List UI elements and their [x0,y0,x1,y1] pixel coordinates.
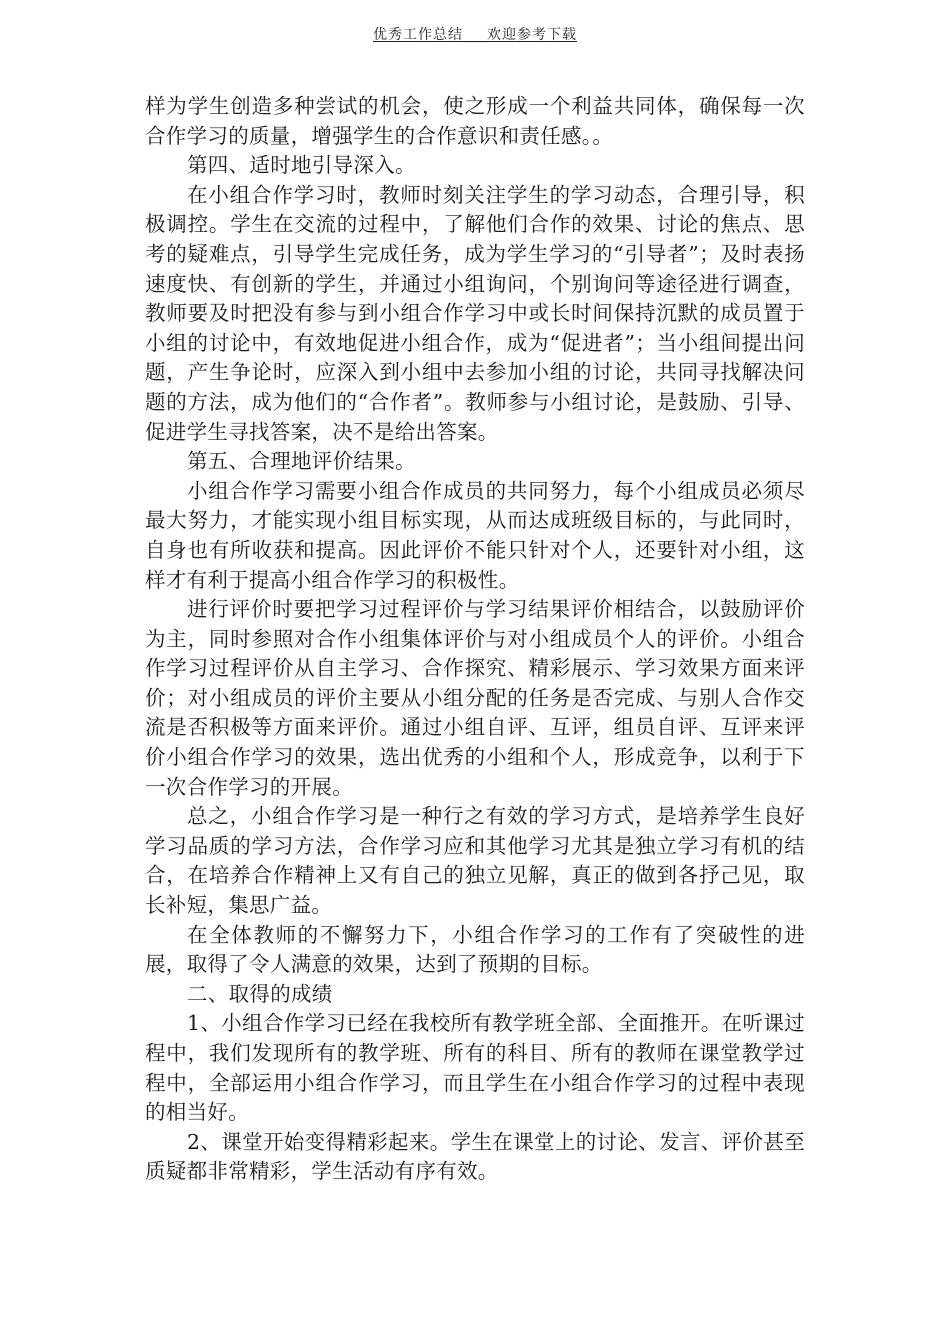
paragraph-evaluation: 小组合作学习需要小组合作成员的共同努力，每个小组成员必须尽最大努力，才能实现小组目标实现，从而达成班级目标的，与此同时，自身也有所收获和提高。因此评价不能只针对个人，还要针对小组，这样才有利于提高小组合作学习的积极性。 [145,478,805,592]
page-header [0,24,950,44]
paragraph-progress: 在全体教师的不懈努力下，小组合作学习的工作有了突破性的进展，取得了令人满意的效果，达到了预期的目标。 [145,922,805,977]
header-text: 优秀工作总结___欢迎参考下载 [373,27,577,43]
paragraph-guidance: 在小组合作学习时，教师时刻关注学生的学习动态，合理引导，积极调控。学生在交流的过程中，了解他们合作的效果、讨论的焦点、思考的疑难点，引导学生完成任务，成为学生学习的“引导者”；及时表扬速度快、有创新的学生，并通过小组询问，个别询问等途径进行调查，教师要及时把没有参与到小组合作学习中或长时间保持沉默的成员置于小组的讨论中，有效地促进小组合作，成为“促进者”；当小组间提出问题，产生争论时，应深入到小组中去参加小组的讨论，共同寻找解决问题的方法，成为他们的“合作者”。教师参与小组讨论，是鼓励、引导、促进学生寻找答案，决不是给出答案。 [145,182,805,444]
paragraph-achievement-2: 2、课堂开始变得精彩起来。学生在课堂上的讨论、发言、评价甚至质疑都非常精彩，学生活动有序有效。 [145,1129,805,1184]
section-heading-four: 第四、适时地引导深入。 [187,153,416,178]
paragraph-summary: 总之，小组合作学习是一种行之有效的学习方式，是培养学生良好学习品质的学习方法，合作学习应和其他学习尤其是独立学习有机的结合，在培养合作精神上又有自己的独立见解，真正的做到各抒己见，取长补短，集思广益。 [145,804,805,918]
paragraph-evaluation-method: 进行评价时要把学习过程评价与学习结果评价相结合，以鼓励评价为主，同时参照对合作小组集体评价与对小组成员个人的评价。小组合作学习过程评价从自主学习、合作探究、精彩展示、学习效果方面来评价；对小组成员的评价主要从小组分配的任务是否完成、与别人合作交流是否积极等方面来评价。通过小组自评、互评，组员自评、互评来评价小组合作学习的效果，选出优秀的小组和个人，形成竞争，以利于下一次合作学习的开展。 [145,597,805,799]
paragraph-continuation: 样为学生创造多种尝试的机会，使之形成一个利益共同体，确保每一次合作学习的质量，增强学生的合作意识和责任感。。 [145,94,805,148]
paragraph-achievement-1: 1、小组合作学习已经在我校所有教学班全部、全面推开。在听课过程中，我们发现所有的教学班、所有的科目、所有的教师在课堂教学过程中，全部运用小组合作学习，而且学生在小组合作学习的过程中表现的相当好。 [145,1011,805,1125]
document-body [145,92,805,1187]
section-heading-five: 第五、合理地评价结果。 [187,449,416,474]
section-heading-achievements: 二、取得的成绩 [187,981,333,1006]
